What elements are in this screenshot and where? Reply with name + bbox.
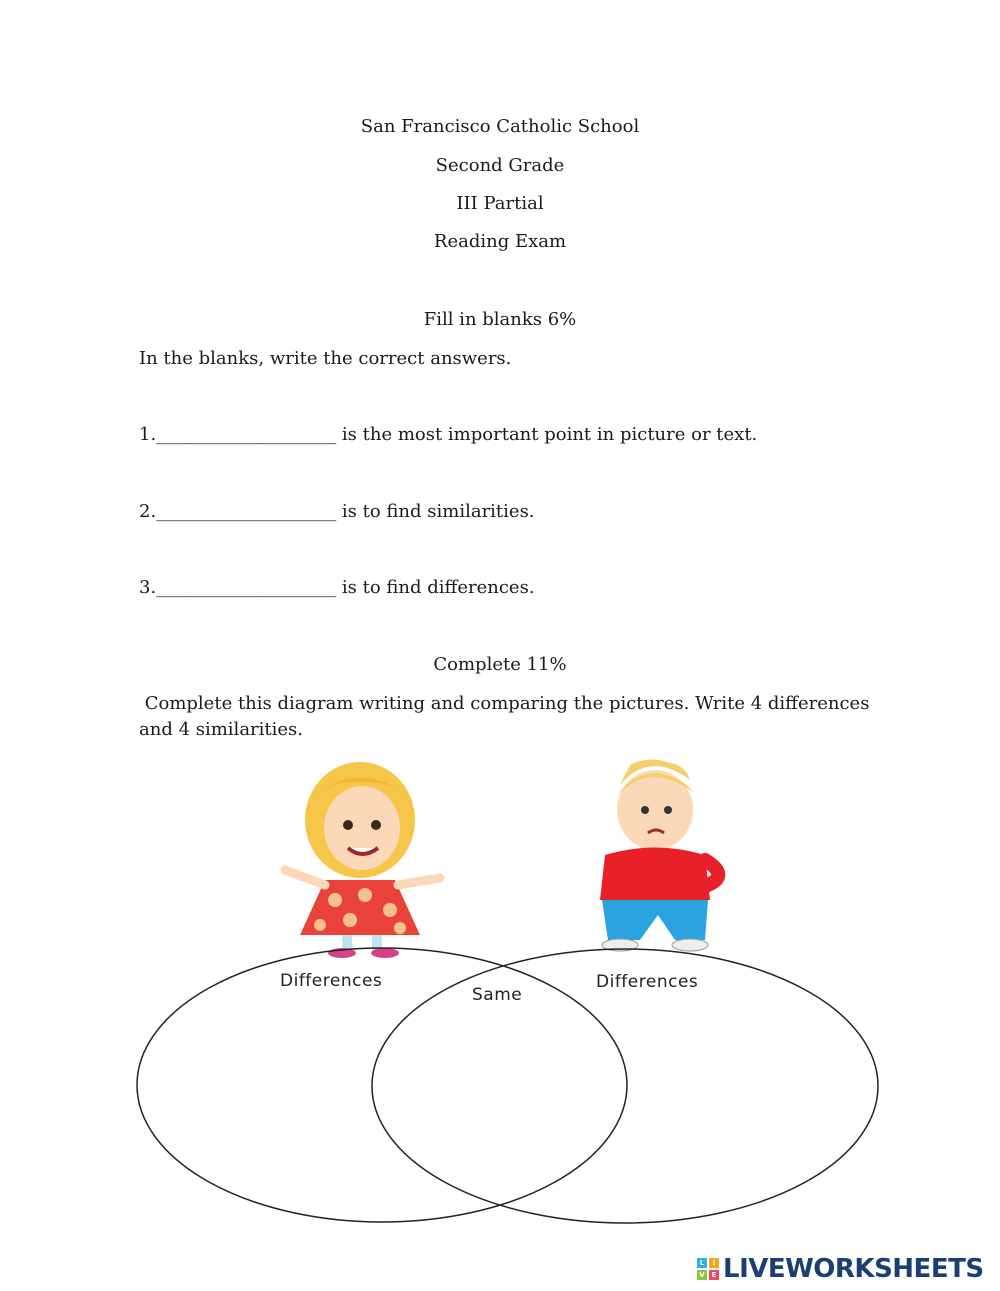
section1-instructions: In the blanks, write the correct answers. [139, 348, 512, 369]
logo-blocks-icon [697, 1258, 719, 1280]
question-number: 1. [139, 424, 157, 445]
answer-blank[interactable]: ____________________ [156, 424, 337, 445]
venn-left-label: Differences [280, 971, 383, 991]
boy-illustration [600, 759, 718, 951]
question-text: is to find similarities. [336, 501, 535, 522]
question-1 [139, 424, 757, 445]
question-2 [139, 501, 535, 522]
section2-instructions-line2: and 4 similarities. [139, 719, 304, 740]
venn-center-label: Same [472, 985, 523, 1005]
question-text: is to find differences. [336, 577, 535, 598]
answer-blank[interactable]: ____________________ [156, 577, 337, 598]
grade-level: Second Grade [435, 155, 565, 176]
logo-block: E [709, 1270, 719, 1280]
logo-block: I [709, 1258, 719, 1268]
logo-wordmark: LIVEWORKSHEETS [723, 1254, 984, 1284]
question-number: 2. [139, 501, 157, 522]
venn-diagram [120, 740, 900, 1240]
section2-instructions-line1: Complete this diagram writing and comparing the pictures. Write 4 differences [139, 693, 870, 714]
venn-right-label: Differences [596, 972, 699, 992]
question-text: is the most important point in picture or text. [336, 424, 758, 445]
section1-title: Fill in blanks 6% [423, 309, 577, 330]
question-number: 3. [139, 577, 157, 598]
question-3 [139, 577, 535, 598]
exam-title: Reading Exam [433, 231, 567, 252]
logo-block: L [697, 1258, 707, 1268]
school-name: San Francisco Catholic School [360, 116, 640, 137]
partial-label: III Partial [456, 193, 544, 214]
answer-blank[interactable]: ____________________ [156, 501, 337, 522]
girl-illustration [285, 762, 440, 958]
section2-title: Complete 11% [433, 654, 567, 675]
liveworksheets-logo [697, 1253, 984, 1285]
logo-block: V [697, 1270, 707, 1280]
